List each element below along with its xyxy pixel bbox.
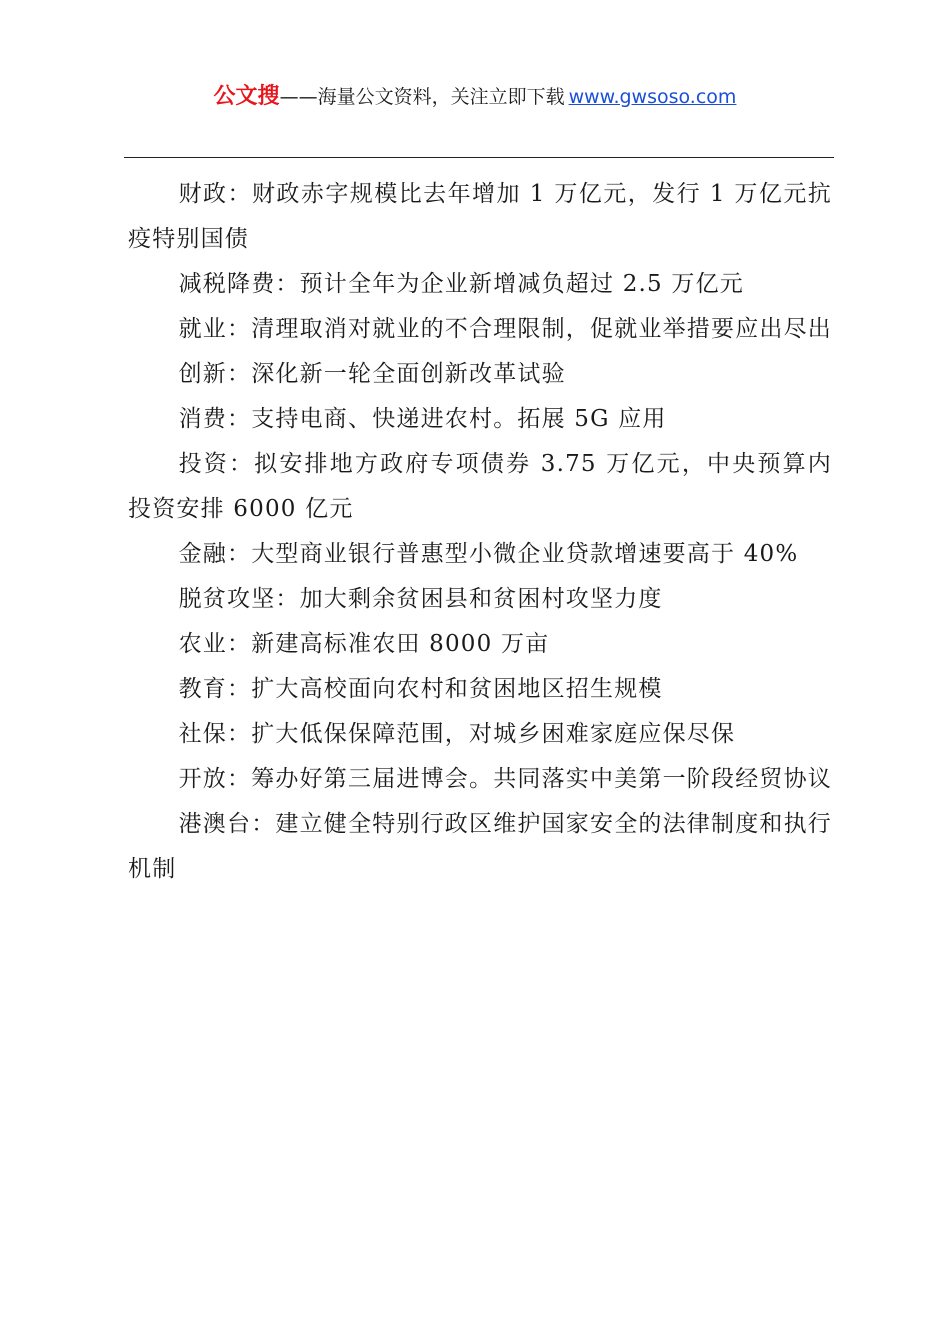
- header-divider: [124, 157, 834, 158]
- paragraph-innovation: 创新：深化新一轮全面创新改革试验: [178, 361, 566, 387]
- paragraph-investment: 投资：拟安排地方政府专项债券 3.75 万亿元，中央预算内投资安排 6000 亿元: [128, 451, 832, 522]
- document-body: [128, 172, 832, 892]
- site-link[interactable]: www.gwsoso.com: [568, 86, 737, 108]
- paragraph-social-security: 社保：扩大低保保障范围，对城乡困难家庭应保尽保: [178, 721, 736, 747]
- brand-logo-text: 公文搜: [213, 84, 280, 109]
- page-header: [0, 82, 950, 112]
- paragraph-hk-macau-taiwan: 港澳台：建立健全特别行政区维护国家安全的法律制度和执行机制: [128, 811, 832, 882]
- paragraph-employment: 就业：清理取消对就业的不合理限制，促就业举措要应出尽出: [178, 316, 832, 342]
- paragraph-tax-cut: 减税降费：预计全年为企业新增减负超过 2.5 万亿元: [178, 271, 744, 297]
- paragraph-consumption: 消费：支持电商、快递进农村。拓展 5G 应用: [178, 406, 667, 432]
- paragraph-opening-up: 开放：筹办好第三届进博会。共同落实中美第一阶段经贸协议: [178, 766, 832, 792]
- paragraph-poverty: 脱贫攻坚：加大剩余贫困县和贫困村攻坚力度: [178, 586, 663, 612]
- header-tagline: ——海量公文资料，关注立即下载: [279, 86, 565, 108]
- paragraph-fiscal: 财政：财政赤字规模比去年增加 1 万亿元，发行 1 万亿元抗疫特别国债: [128, 181, 832, 252]
- paragraph-finance: 金融：大型商业银行普惠型小微企业贷款增速要高于 40%: [178, 541, 799, 567]
- paragraph-education: 教育：扩大高校面向农村和贫困地区招生规模: [178, 676, 663, 702]
- paragraph-agriculture: 农业：新建高标准农田 8000 万亩: [178, 631, 550, 657]
